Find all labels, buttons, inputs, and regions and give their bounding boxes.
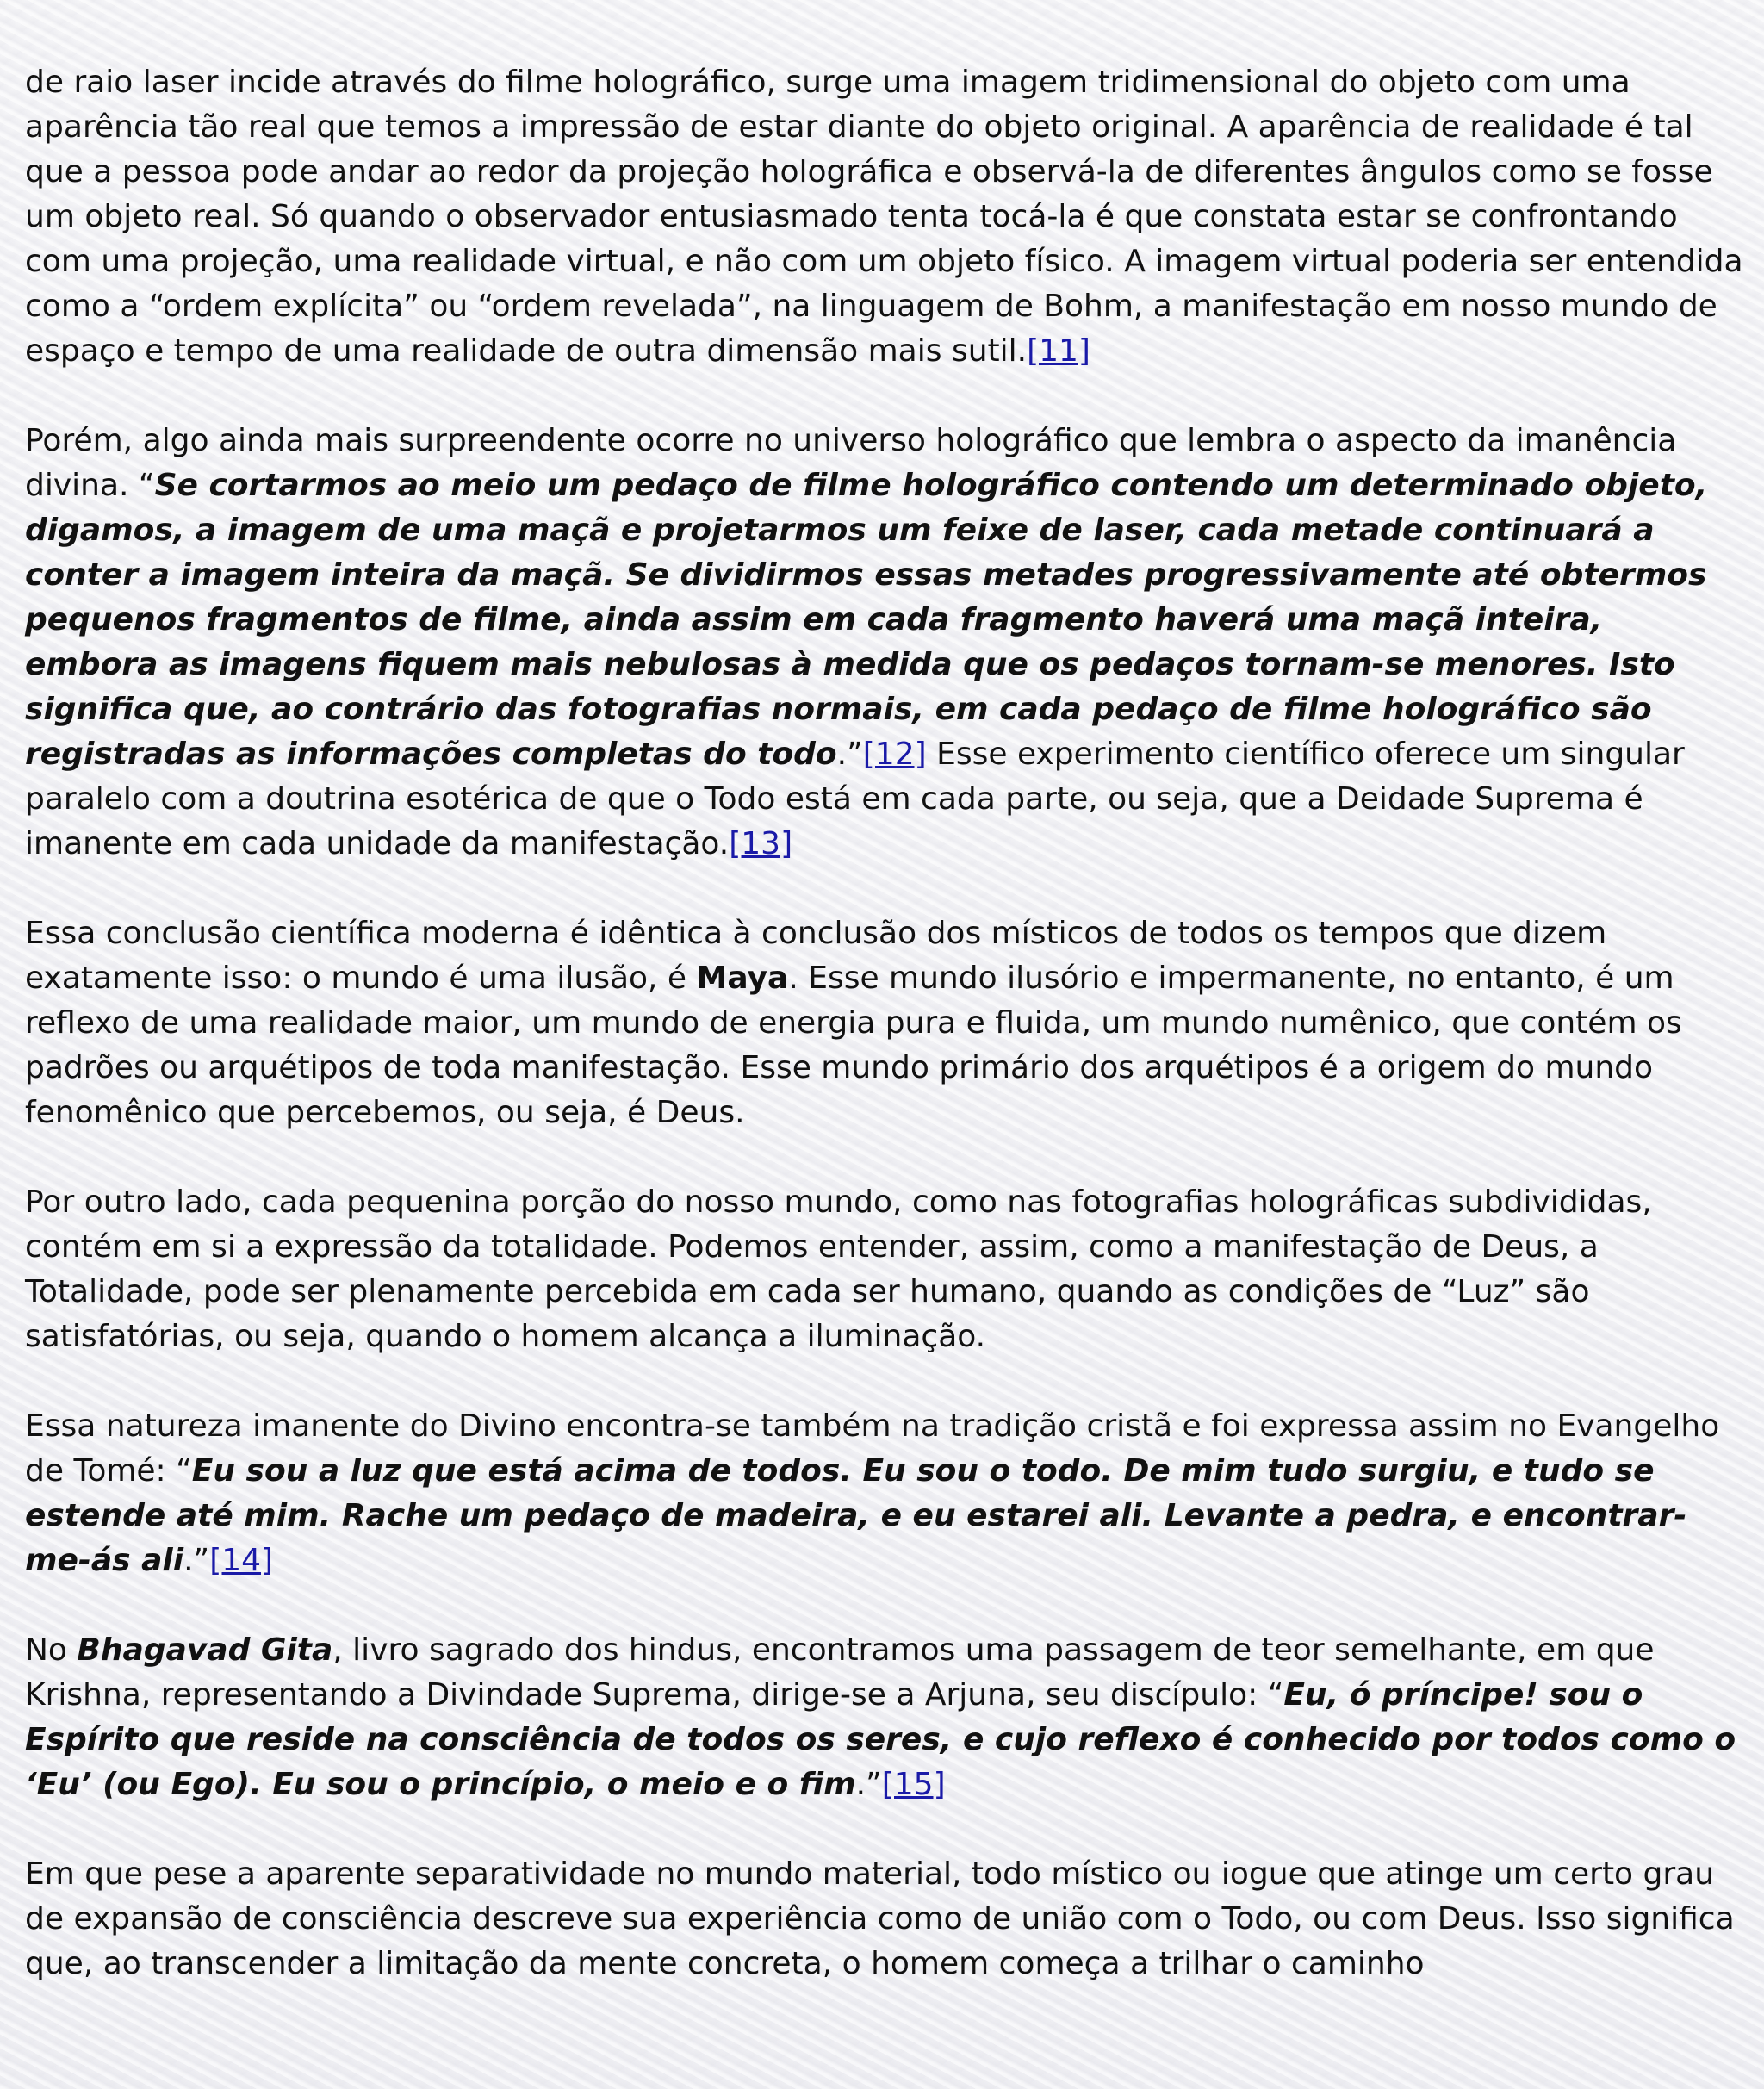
paragraph-bhagavad-gita bbox=[25, 1628, 1743, 1807]
paragraph-totality bbox=[25, 1180, 1743, 1359]
paragraph-separativity bbox=[25, 1852, 1743, 1986]
quote-text: Eu, ó príncipe! sou o Espírito que reside na consciência de todos os seres, e cujo reflexo é conhecido por todos como o ‘Eu’ (ou Ego). Eu sou o princípio, o meio e o fim bbox=[25, 1677, 1736, 1802]
paragraph-intro: Essa natureza imanente do Divino encontra-se também na tradição cristã e foi expressa assim no Evangelho de Tomé: “ bbox=[25, 1408, 1720, 1489]
paragraph-maya bbox=[25, 911, 1743, 1135]
quote-close: .” bbox=[836, 737, 863, 772]
footnote-link-15[interactable]: [15] bbox=[881, 1767, 946, 1802]
paragraph-pre: No bbox=[25, 1632, 78, 1668]
paragraph-text: de raio laser incide através do filme holográfico, surge uma imagem tridimensional do objeto com uma aparência tão real que temos a impressão de estar diante do objeto original. A aparência de realidade é tal que a pessoa pode andar ao redor da projeção holográfica e observá-la de diferentes ângulos como se fosse um objeto real. Só quando o observador entusiasmado tenta tocá-la é que constata estar se confrontando com uma projeção, uma realidade virtual, e não com um objeto físico. A imagem virtual poderia ser entendida como a “ordem explícita” ou “ordem revelada”, na linguagem de Bohm, a manifestação em nosso mundo de espaço e tempo de uma realidade de outra dimensão mais sutil. bbox=[25, 65, 1743, 369]
document-body bbox=[25, 60, 1743, 2031]
quote-text: Se cortarmos ao meio um pedaço de filme holográfico contendo um determinado objeto, digamos, a imagem de uma maçã e projetarmos um feixe de laser, cada metade continuará a conter a imagem inteira da maçã. Se dividirmos essas metades progressivamente até obtermos pequenos fragmentos de filme, ainda assim em cada fragmento haverá uma maçã inteira, embora as imagens fiquem mais nebulosas à medida que os pedaços tornam-se menores. Isto significa que, ao contrário das fotografias normais, em cada pedaço de filme holográfico são registradas as informações completas do todo bbox=[25, 468, 1708, 772]
paragraph-gospel-thomas bbox=[25, 1404, 1743, 1583]
quote-close: .” bbox=[855, 1767, 882, 1802]
paragraph-intro: , livro sagrado dos hindus, encontramos uma passagem de teor semelhante, em que Krishna, representando a Divindade Suprema, dirige-se a Arjuna, seu discípulo: “ bbox=[25, 1632, 1655, 1713]
bold-term-maya: Maya bbox=[696, 961, 789, 996]
paragraph-holographic-film bbox=[25, 419, 1743, 867]
footnote-link-11[interactable]: [11] bbox=[1027, 333, 1090, 369]
quote-text: Eu sou a luz que está acima de todos. Eu sou o todo. De mim tudo surgiu, e tudo se estende até mim. Rache um pedaço de madeira, e eu estarei ali. Levante a pedra, e encontrar-me-ás ali bbox=[25, 1453, 1687, 1578]
footnote-link-14[interactable]: [14] bbox=[209, 1543, 274, 1578]
footnote-link-12[interactable]: [12] bbox=[862, 737, 927, 772]
paragraph-text: Por outro lado, cada pequenina porção do nosso mundo, como nas fotografias holográficas subdivididas, contém em si a expressão da totalidade. Podemos entender, assim, como a manifestação de Deus, a Totalidade, pode ser plenamente percebida em cada ser humano, quando as condições de “Luz” são satisfatórias, ou seja, quando o homem alcança a iluminação. bbox=[25, 1184, 1652, 1354]
footnote-link-13[interactable]: [13] bbox=[729, 826, 793, 861]
paragraph-text: Esse experimento científico oferece um singular paralelo com a doutrina esotérica de que o Todo está em cada parte, ou seja, que a Deidade Suprema é imanente em cada unidade da manifestação. bbox=[25, 737, 1685, 861]
paragraph-text: . Esse mundo ilusório e impermanente, no entanto, é um reflexo de uma realidade maior, um mundo de energia pura e fluida, um mundo numênico, que contém os padrões ou arquétipos de toda manifestação. Esse mundo primário dos arquétipos é a origem do mundo fenomênico que percebemos, ou seja, é Deus. bbox=[25, 961, 1682, 1130]
paragraph-hologram-projection bbox=[25, 60, 1743, 374]
book-title: Bhagavad Gita bbox=[77, 1632, 333, 1668]
paragraph-intro: Porém, algo ainda mais surpreendente ocorre no universo holográfico que lembra o aspecto da imanência divina. “ bbox=[25, 423, 1677, 503]
paragraph-text: Em que pese a aparente separatividade no mundo material, todo místico ou iogue que atinge um certo grau de expansão de consciência descreve sua experiência como de união com o Todo, ou com Deus. Isso significa que, ao transcender a limitação da mente concreta, o homem começa a trilhar o caminho bbox=[25, 1856, 1735, 1981]
quote-close: .” bbox=[183, 1543, 210, 1578]
paragraph-text: Essa conclusão científica moderna é idêntica à conclusão dos místicos de todos os tempos que dizem exatamente isso: o mundo é uma ilusão, é bbox=[25, 916, 1607, 996]
